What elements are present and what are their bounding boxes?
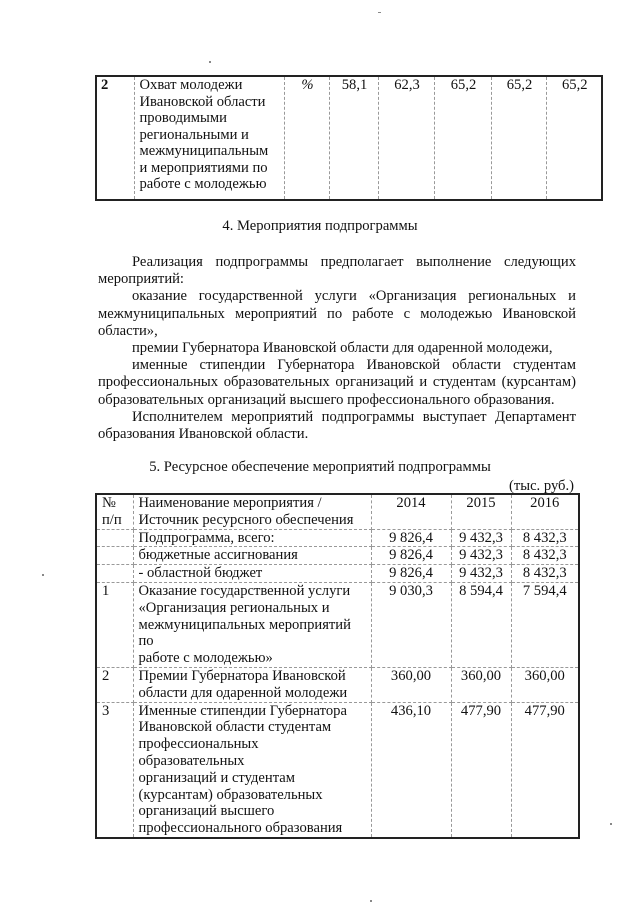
paragraph: Реализация подпрограммы предполагает выполнение следующих мероприятий:: [98, 254, 576, 288]
name-line: межмуниципальных мероприятий по: [138, 616, 351, 650]
value-cell: 65,2: [546, 76, 602, 200]
description-line: Охват молодежи: [139, 77, 243, 93]
scan-speck: [42, 574, 44, 576]
value-cell: 9 432,3: [451, 565, 511, 583]
header-number: [96, 494, 133, 529]
description-line: и мероприятиями по: [139, 159, 268, 176]
name-line: Оказание государственной услуги: [138, 582, 351, 599]
description-line: Ивановской области: [139, 93, 266, 110]
name-line: «Организация региональных и: [138, 599, 330, 616]
scan-speck: [378, 12, 381, 13]
row-name: - областной бюджет: [133, 565, 371, 583]
row-name: [133, 582, 371, 667]
unit-note: (тыс. руб.): [509, 478, 574, 494]
table-row: [96, 667, 579, 702]
row-name: [133, 667, 371, 702]
value-cell: 8 432,3: [511, 547, 579, 565]
description-line: проводимыми: [139, 110, 227, 126]
empty-cell: [96, 565, 133, 583]
row-name: Подпрограмма, всего:: [133, 529, 371, 547]
unit-cell: %: [284, 76, 329, 200]
description-line: региональными и: [139, 126, 249, 143]
value-cell: 360,00: [371, 667, 451, 702]
header-year: 2014: [371, 494, 451, 529]
empty-cell: [96, 529, 133, 547]
description-line: межмуниципальным: [139, 143, 269, 159]
header-text: Источник ресурсного обеспечения: [138, 511, 354, 528]
scan-speck: [610, 823, 612, 825]
paragraph: Исполнителем мероприятий подпрограммы выступает Департамент образования Ивановской области.: [98, 408, 576, 443]
summary-row: [96, 529, 579, 547]
value-cell: 9 432,3: [451, 547, 511, 565]
name-line: (курсантам) образовательных: [138, 786, 323, 803]
resource-table: [95, 493, 580, 839]
name-line: организаций высшего: [138, 803, 275, 820]
value-cell: 9 826,4: [371, 547, 451, 565]
summary-row: [96, 547, 579, 565]
table-row: [96, 582, 579, 667]
value-cell: 477,90: [451, 702, 511, 838]
table-row: [96, 702, 579, 838]
value-cell: 7 594,4: [511, 582, 579, 667]
value-cell: 8 594,4: [451, 582, 511, 667]
name-line: Именные стипендии Губернатора: [138, 702, 347, 719]
section-4-body: [98, 254, 576, 443]
value-cell: 9 826,4: [371, 565, 451, 583]
name-line: области для одаренной молодежи: [138, 684, 348, 701]
table-row: [96, 76, 602, 200]
scan-speck: [209, 61, 211, 63]
section-4-title: 4. Мероприятия подпрограммы: [222, 218, 418, 234]
name-line: организаций и студентам: [138, 769, 295, 786]
name-line: Ивановской области студентам: [138, 719, 332, 736]
value-cell: 9 826,4: [371, 529, 451, 547]
value-cell: 436,10: [371, 702, 451, 838]
value-cell: 58,1: [329, 76, 378, 200]
section-5-title: 5. Ресурсное обеспечение мероприятий подпрограммы: [149, 459, 491, 475]
header-row: [96, 494, 579, 529]
row-number: 1: [96, 582, 133, 667]
value-cell: 360,00: [451, 667, 511, 702]
value-cell: 8 432,3: [511, 565, 579, 583]
empty-cell: [96, 547, 133, 565]
value-cell: 477,90: [511, 702, 579, 838]
value-cell: 360,00: [511, 667, 579, 702]
header-name: [133, 494, 371, 529]
paragraph: премии Губернатора Ивановской области для одаренной молодежи,: [132, 340, 553, 357]
row-name: бюджетные ассигнования: [133, 547, 371, 565]
paragraph: оказание государственной услуги «Организация региональных и межмуниципальных мероприятий по работе с молодежью Ивановской области»,: [98, 288, 576, 339]
row-number: 2: [101, 77, 109, 93]
value-cell: 9 030,3: [371, 582, 451, 667]
value-cell: 65,2: [491, 76, 546, 200]
value-cell: 9 432,3: [451, 529, 511, 547]
description-line: работе с молодежью: [139, 176, 267, 192]
paragraph: именные стипендии Губернатора Ивановской области студентам профессиональных образовательных организаций и студентам (курсантам) образовательных организаций высшего профессионального образования.: [98, 357, 576, 408]
value-cell: 62,3: [378, 76, 434, 200]
scan-speck: [370, 900, 372, 902]
value-cell: 65,2: [434, 76, 491, 200]
row-number: 3: [96, 702, 133, 838]
summary-row: [96, 565, 579, 583]
header-text: п/п: [102, 511, 122, 528]
name-line: профессиональных образовательных: [138, 736, 259, 769]
row-number: 2: [96, 667, 133, 702]
name-line: профессионального образования: [138, 820, 343, 837]
header-text: Наименование мероприятия /: [138, 495, 322, 511]
name-line: работе с молодежью»: [138, 650, 273, 667]
value-cell: 8 432,3: [511, 529, 579, 547]
indicator-description: [134, 76, 284, 200]
header-year: 2016: [511, 494, 579, 529]
header-year: 2015: [451, 494, 511, 529]
indicator-table: [95, 75, 603, 201]
header-text: №: [102, 495, 116, 511]
name-line: Премии Губернатора Ивановской: [138, 667, 346, 684]
row-name: [133, 702, 371, 838]
